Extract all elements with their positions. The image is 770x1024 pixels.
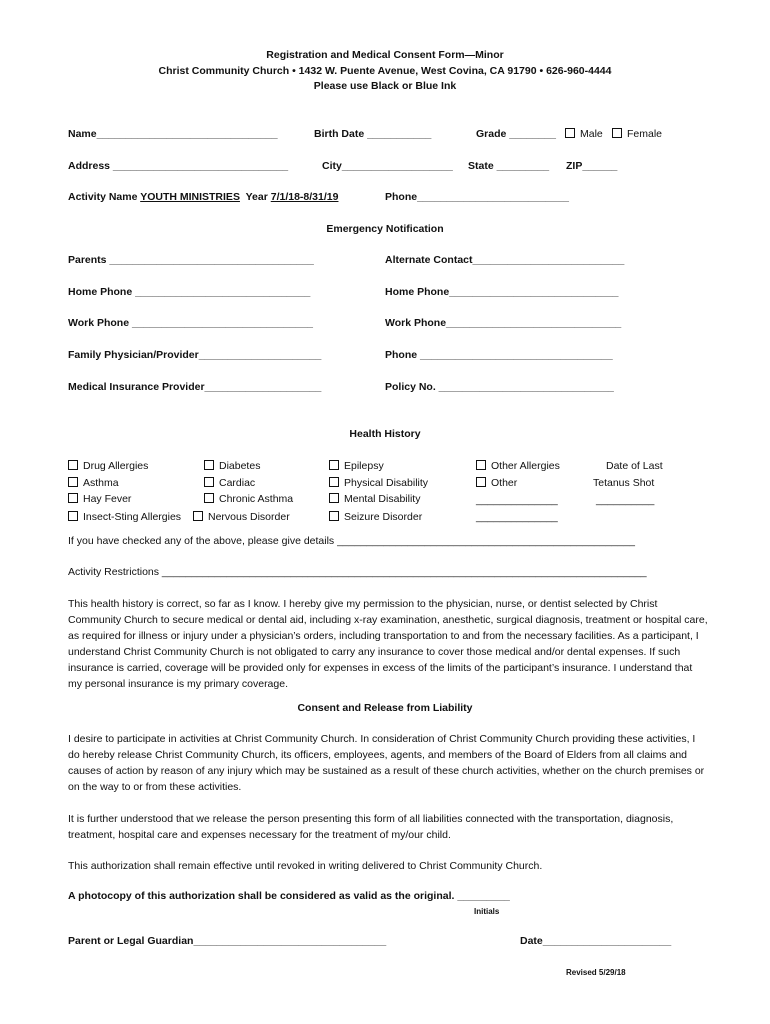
restrictions-field[interactable]: Activity Restrictions ___________________________________________________________________________________ — [68, 566, 647, 578]
insurance-field[interactable]: Medical Insurance Provider____________________ — [68, 381, 322, 393]
option-label: Hay Fever — [83, 493, 132, 505]
female-checkbox[interactable] — [612, 128, 622, 138]
health-option[interactable] — [68, 477, 119, 489]
work-phone-left-field[interactable]: Work Phone _______________________________ — [68, 317, 314, 329]
birth-date-field[interactable]: Birth Date ___________ — [314, 128, 432, 140]
emergency-heading: Emergency Notification — [326, 223, 444, 235]
option-label: Nervous Disorder — [208, 511, 290, 523]
health-option[interactable] — [329, 511, 422, 523]
grade-field[interactable]: Grade ________ — [476, 128, 556, 140]
home-phone-right-field[interactable]: Home Phone_____________________________ — [385, 286, 619, 298]
authorization-paragraph: This authorization shall remain effective until revoked in writing delivered to Christ Community Church. — [68, 860, 543, 872]
option-label: Insect-Sting Allergies — [83, 511, 182, 523]
male-label: Male — [580, 128, 603, 140]
physician-field[interactable]: Family Physician/Provider_____________________ — [68, 349, 322, 361]
alternate-contact-field[interactable]: Alternate Contact__________________________ — [385, 254, 625, 266]
option-label: Cardiac — [219, 477, 256, 489]
checkbox[interactable] — [68, 493, 78, 503]
tetanus-label: Tetanus Shot — [593, 477, 655, 489]
parents-field[interactable]: Parents ___________________________________ — [68, 254, 314, 266]
other-blank-line[interactable]: ______________ — [476, 494, 558, 506]
checkbox[interactable] — [476, 477, 486, 487]
male-option[interactable] — [565, 128, 603, 140]
guardian-signature-field[interactable]: Parent or Legal Guardian_________________________________ — [68, 935, 387, 947]
health-option[interactable] — [204, 477, 255, 489]
option-label: Diabetes — [219, 460, 261, 472]
option-label: Other — [491, 477, 518, 489]
physician-phone-field[interactable]: Phone _________________________________ — [385, 349, 613, 361]
other-blank-line[interactable]: ______________ — [476, 511, 558, 523]
health-option[interactable] — [193, 511, 290, 523]
checkbox[interactable] — [204, 477, 214, 487]
checkbox[interactable] — [68, 477, 78, 487]
health-option[interactable] — [68, 460, 148, 472]
church-address: Christ Community Church • 1432 W. Puente Avenue, West Covina, CA 91790 • 626-960-4444 — [158, 65, 612, 77]
checkbox[interactable] — [329, 460, 339, 470]
photocopy-initials-field[interactable]: A photocopy of this authorization shall be considered as valid as the original. _________ — [68, 890, 510, 902]
checkbox[interactable] — [193, 511, 203, 521]
signature-date-field[interactable]: Date______________________ — [520, 935, 672, 947]
details-field[interactable]: If you have checked any of the above, please give details ___________________________________________________ — [68, 535, 635, 547]
health-option[interactable] — [68, 511, 181, 523]
year-value: 7/1/18-8/31/19 — [270, 191, 339, 203]
zip-field[interactable]: ZIP______ — [566, 160, 618, 172]
home-phone-left-field[interactable]: Home Phone ______________________________ — [68, 286, 311, 298]
checkbox[interactable] — [204, 460, 214, 470]
ink-instructions: Please use Black or Blue Ink — [313, 80, 457, 92]
checkbox[interactable] — [476, 460, 486, 470]
option-label: Drug Allergies — [83, 460, 149, 472]
phone-field[interactable]: Phone__________________________ — [385, 191, 569, 203]
activity-label: Activity Name — [68, 191, 138, 203]
checkbox[interactable] — [329, 477, 339, 487]
health-heading: Health History — [349, 428, 421, 440]
consent-paragraph: I desire to participate in activities at Christ Community Church. In consideration of Christ Community Church providing these activities, I do hereby release Christ Community Church, its officers, employees, agents, and members of the Board of Elders from all claims and causes of action by reason of any injury which may be sustained as a result of these church activities, whether on the church premises or on the way to or from these activities. — [68, 733, 705, 793]
female-option[interactable] — [612, 128, 662, 140]
tetanus-label: Date of Last — [606, 460, 663, 472]
revision-date: Revised 5/29/18 — [566, 968, 626, 977]
option-label: Mental Disability — [344, 493, 421, 505]
state-field[interactable]: State _________ — [468, 160, 550, 172]
health-option[interactable] — [204, 493, 293, 505]
checkbox[interactable] — [204, 493, 214, 503]
health-option[interactable] — [476, 477, 517, 489]
male-checkbox[interactable] — [565, 128, 575, 138]
year-label: Year — [245, 191, 268, 203]
option-label: Chronic Asthma — [219, 493, 294, 505]
release-paragraph: It is further understood that we release the person presenting this form of all liabilities connected with the transportation, diagnosis, treatment, hospital care and expenses necessary for the treatment of my/our child. — [68, 813, 674, 841]
name-field[interactable]: Name_______________________________ — [68, 128, 278, 140]
consent-heading: Consent and Release from Liability — [297, 702, 473, 714]
option-label: Seizure Disorder — [344, 511, 423, 523]
option-label: Other Allergies — [491, 460, 560, 472]
health-option[interactable] — [68, 493, 131, 505]
checkbox[interactable] — [68, 460, 78, 470]
activity-row — [68, 191, 338, 203]
option-label: Epilepsy — [344, 460, 384, 472]
policy-field[interactable]: Policy No. ______________________________ — [385, 381, 614, 393]
health-option[interactable] — [329, 493, 420, 505]
health-option[interactable] — [476, 460, 560, 472]
health-option[interactable] — [329, 477, 428, 489]
tetanus-date-field[interactable]: __________ — [596, 494, 655, 506]
option-label: Asthma — [83, 477, 119, 489]
city-field[interactable]: City___________________ — [322, 160, 453, 172]
activity-value: YOUTH MINISTRIES — [140, 191, 240, 203]
form-title: Registration and Medical Consent Form—Minor — [266, 49, 504, 61]
checkbox[interactable] — [68, 511, 78, 521]
initials-caption: Initials — [474, 907, 500, 916]
checkbox[interactable] — [329, 511, 339, 521]
option-label: Physical Disability — [344, 477, 429, 489]
health-option[interactable] — [329, 460, 384, 472]
address-field[interactable]: Address ______________________________ — [68, 160, 289, 172]
health-statement: This health history is correct, so far as I know. I hereby give my permission to the physician, nurse, or dentist selected by Christ Community Church to secure medical or dental aid, including x-ray examination, anesthetic, surgical diagnosis, treatment or hospital care, as required for illness or injury under a physician’s orders, including transportation to and from the necessary facilities. As a participant, I understand Christ Community Church is not obligated to carry any insurance to cover those medical and/or dental expenses. If such insurance is carried, coverage will be provided only for expenses in excess of the limits of the participant’s insurance. I understand that my personal insurance is my primary coverage. — [68, 598, 708, 690]
checkbox[interactable] — [329, 493, 339, 503]
female-label: Female — [627, 128, 663, 140]
work-phone-right-field[interactable]: Work Phone______________________________ — [385, 317, 622, 329]
health-option[interactable] — [204, 460, 260, 472]
